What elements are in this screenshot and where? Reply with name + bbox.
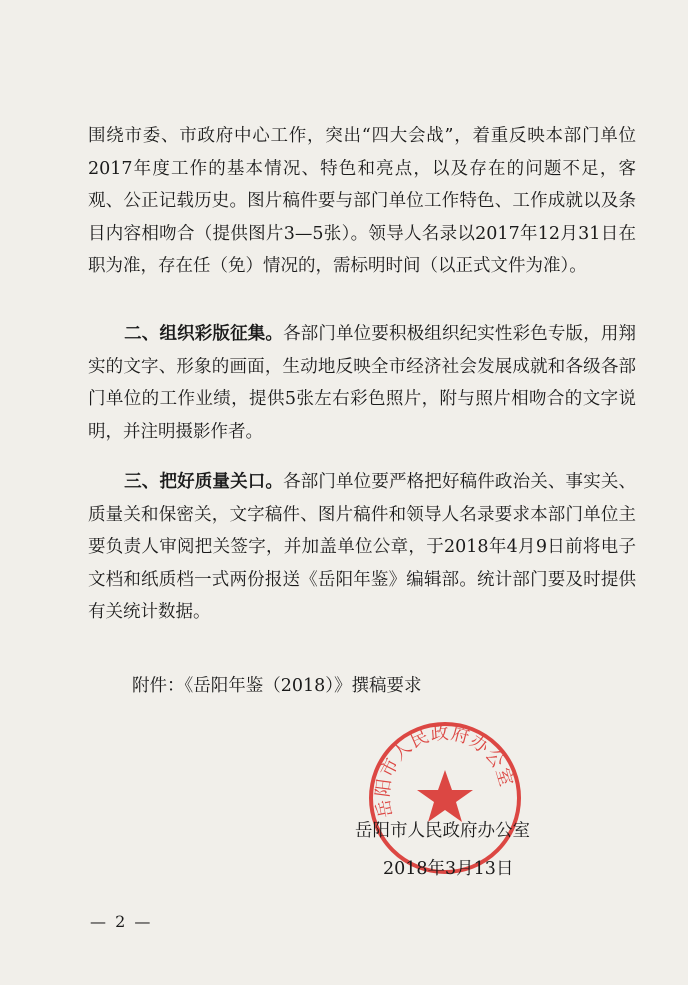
official-seal xyxy=(365,718,525,878)
attachment-line: 附件：《岳阳年鉴（2018）》撰稿要求 xyxy=(132,676,422,696)
sender-signature: 岳阳市人民政府办公室 xyxy=(355,821,530,841)
seal-star-icon xyxy=(417,770,473,822)
issue-date: 2018年3月13日 xyxy=(383,859,514,879)
seal-text: 岳阳市人民政府办公室 xyxy=(372,722,517,820)
paragraph-color-pages xyxy=(88,318,636,448)
page-number: — 2 — xyxy=(90,912,153,931)
section-heading: 三、把好质量关口。 xyxy=(124,472,284,492)
paragraph-quality xyxy=(88,466,636,629)
paragraph-requirements xyxy=(88,120,636,283)
paragraph-text: 各部门单位要严格把好稿件政治关、事实关、质量关和保密关，文字稿件、图片稿件和领导人名录要求本部门单位主要负责人审阅把关签字，并加盖单位公章，于2018年4月9日前将电子文档和纸质档一式两份报送《岳阳年鉴》编辑部。统计部门要及时提供有关统计数据。 xyxy=(88,472,637,623)
paragraph-text: 围绕市委、市政府中心工作，突出“四大会战”，着重反映本部门单位2017年度工作的基本情况、特色和亮点，以及存在的问题不足，客观、公正记载历史。图片稿件要与部门单位工作特色、工作成就以及条目内容相吻合（提供图片3—5张）。领导人名录以2017年12月31日在职为准，存在任（免）情况的，需标明时间（以正式文件为准）。 xyxy=(88,126,636,277)
paragraph-text: 各部门单位要积极组织纪实性彩色专版，用翔实的文字、形象的画面，生动地反映全市经济社会发展成就和各级各部门单位的工作业绩，提供5张左右彩色照片，附与照片相吻合的文字说明，并注明摄影作者。 xyxy=(88,324,637,442)
section-heading: 二、组织彩版征集。 xyxy=(124,324,284,344)
